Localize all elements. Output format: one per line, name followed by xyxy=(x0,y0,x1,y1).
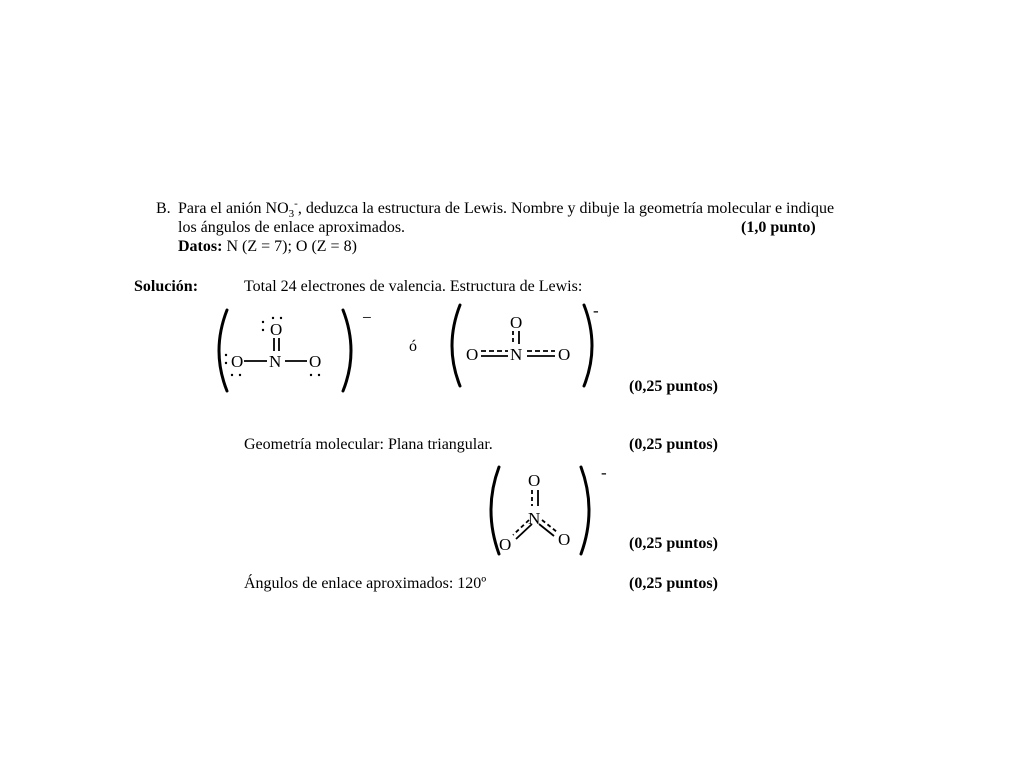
oxygen-right-2: O xyxy=(558,345,571,364)
right-bracket xyxy=(343,310,351,391)
oxygen-right-3: O xyxy=(558,530,571,549)
bond-right-b xyxy=(539,524,554,536)
charge-minus-2: - xyxy=(593,301,599,320)
lewis-structure-1 xyxy=(205,305,375,397)
question-line-2: los ángulos de enlace aproximados. xyxy=(178,219,406,236)
oxygen-top-3: O xyxy=(528,471,541,490)
bond-left-a xyxy=(513,520,529,535)
charge-minus-1: − xyxy=(362,308,372,327)
left-bracket xyxy=(219,310,227,391)
question-datos xyxy=(178,237,357,256)
datos-value: N (Z = 7); O (Z = 8) xyxy=(226,238,357,255)
nitrogen-3: N xyxy=(528,509,541,528)
geometry-text: Geometría molecular: Plana triangular. xyxy=(244,436,493,453)
angles-points: (0,25 puntos) xyxy=(629,575,718,592)
oxygen-left-2: O xyxy=(466,345,479,364)
nitrogen-1: N xyxy=(269,352,282,371)
left-bracket xyxy=(452,305,460,386)
datos-label: Datos: xyxy=(178,238,223,255)
right-bracket xyxy=(581,467,589,554)
question-line1-pre: Para el anión NO xyxy=(178,200,289,217)
oxygen-left-1: O xyxy=(231,352,244,371)
question-line-1 xyxy=(178,197,835,221)
lewis-points: (0,25 puntos) xyxy=(629,378,718,395)
question-line1-post: , deduzca la estructura de Lewis. Nombre y dibuje la geometría molecular e indique xyxy=(297,200,835,217)
solution-intro: Total 24 electrones de valencia. Estructura de Lewis: xyxy=(244,278,583,295)
geometry-points: (0,25 puntos) xyxy=(629,436,718,453)
bond-left-b xyxy=(516,524,532,539)
right-bracket xyxy=(584,305,592,386)
oxygen-left-3: O xyxy=(499,535,512,554)
question-letter: B. xyxy=(156,200,171,217)
left-bracket xyxy=(491,467,499,554)
bond-right-a xyxy=(542,520,557,532)
ion-subscript: 3 xyxy=(288,208,295,221)
drawing-points: (0,25 puntos) xyxy=(629,535,718,552)
trigonal-planar-structure xyxy=(482,462,612,562)
nitrogen-2: N xyxy=(510,345,523,364)
angles-text: Ángulos de enlace aproximados: 120º xyxy=(244,575,487,592)
solution-label: Solución: xyxy=(134,278,199,295)
question-points: (1,0 punto) xyxy=(741,219,816,236)
oxygen-top-2: O xyxy=(510,313,523,332)
oxygen-right-1: O xyxy=(309,352,322,371)
or-word: ó xyxy=(409,338,417,355)
lewis-structure-2 xyxy=(440,300,610,392)
ion-superscript: - xyxy=(294,197,298,210)
oxygen-top-1: O xyxy=(270,320,283,339)
charge-minus-3: - xyxy=(601,463,607,482)
